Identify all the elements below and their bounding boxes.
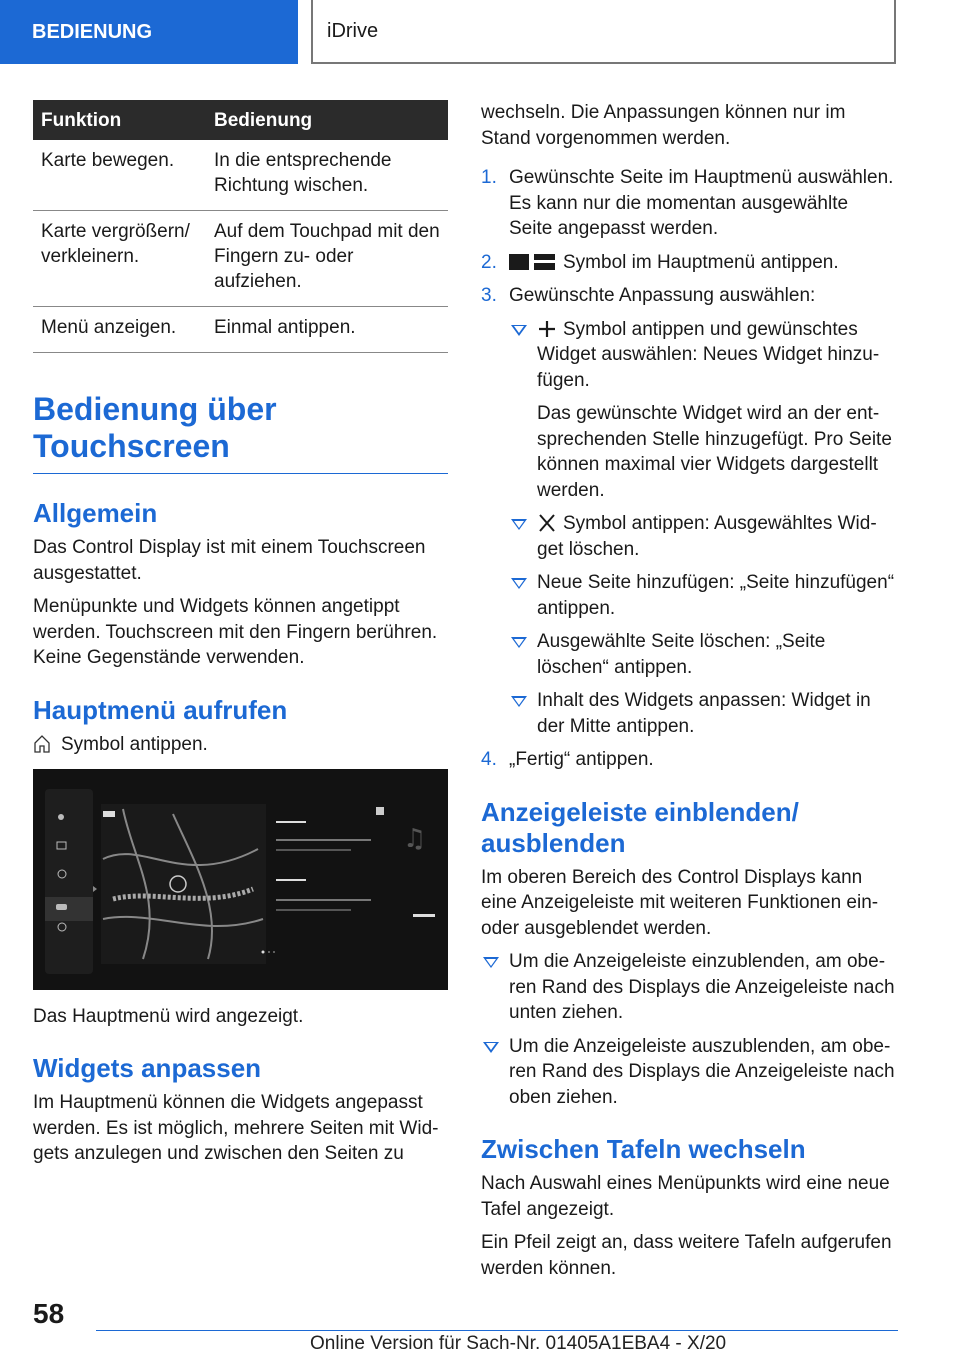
list-item: Um die Anzeigeleiste einzublenden, am oberen Rand des Displays die Anzeigeleiste nach unten ziehen. bbox=[481, 949, 896, 1026]
section-tab bbox=[0, 0, 298, 64]
function-table bbox=[33, 100, 448, 353]
table-cell: In die entsprechende Richtung wischen. bbox=[206, 140, 448, 211]
section-label: BEDIENUNG bbox=[32, 20, 153, 43]
list-item: Ausgewählte Seite löschen: „Seite löschen“ antippen. bbox=[509, 629, 896, 680]
left-column bbox=[33, 100, 448, 1175]
subheading-allgemein: Allgemein bbox=[33, 498, 158, 528]
svg-text:♫: ♫ bbox=[403, 823, 427, 854]
car-icon bbox=[56, 904, 67, 910]
paragraph: Im oberen Bereich des Control Displays kann eine Anzeigeleiste mit weiteren Funktionen einoder ausgeblendet werden. bbox=[481, 866, 879, 939]
step-number: 4. bbox=[481, 749, 497, 770]
anzeige-bullets bbox=[481, 949, 896, 1110]
home-icon bbox=[33, 734, 51, 754]
section-heading: Bedienung über Touchscreen bbox=[33, 391, 448, 474]
substep-note: Das gewünschte Widget wird an der entsprechenden Stelle hinzugefügt. Pro Seite können maximal vier Widgets dargestellt werden. bbox=[537, 403, 892, 501]
paragraph: wechseln. Die Anpassungen können nur im Stand vorgenommen werden. bbox=[481, 102, 846, 149]
paragraph: Ein Pfeil zeigt an, dass weitere Tafeln aufgerufen werden können. bbox=[481, 1232, 892, 1279]
chapter-header bbox=[311, 0, 896, 64]
step-text: Gewünschte Anpassung auswählen: bbox=[509, 285, 816, 306]
substeps-list bbox=[509, 317, 896, 740]
subheading-anzeigeleiste: Anzeigeleiste einblenden/ ausblenden bbox=[481, 796, 799, 858]
paragraph: Menüpunkte und Widgets können angetippt werden. Touchscreen mit den Fingern berühren. Keine Gegenstände verwenden. bbox=[33, 596, 438, 668]
plus-icon bbox=[537, 320, 557, 338]
table-cell: Karte vergrößern/ verkleinern. bbox=[33, 211, 206, 307]
step-number: 2. bbox=[481, 251, 497, 273]
list-item bbox=[481, 747, 896, 773]
table-cell: Einmal antippen. bbox=[206, 307, 448, 353]
paragraph: Nach Auswahl eines Menüpunkts wird eine neue Tafel angezeigt. bbox=[481, 1173, 890, 1220]
close-x-icon bbox=[537, 514, 557, 532]
page-number: 58 bbox=[33, 1298, 65, 1329]
widget-layout-icon bbox=[509, 253, 557, 271]
table-header-bedienung: Bedienung bbox=[206, 100, 448, 140]
table-row bbox=[33, 140, 448, 211]
screenshot-caption: Das Hauptmenü wird angezeigt. bbox=[33, 1005, 304, 1027]
list-item bbox=[481, 165, 896, 242]
list-item: Um die Anzeigeleiste auszublenden, am oberen Rand des Displays die Anzeigeleiste nach oben ziehen. bbox=[481, 1034, 896, 1111]
list-item: Neue Seite hinzufügen: „Seite hinzufügen“ antippen. bbox=[509, 570, 896, 621]
steps-list bbox=[481, 165, 896, 773]
step-text: Symbol im Hauptmenü antippen. bbox=[563, 251, 839, 273]
table-row bbox=[33, 307, 448, 353]
list-item bbox=[509, 317, 896, 504]
step-text: „Fertig“ antippen. bbox=[509, 749, 654, 770]
list-item bbox=[481, 250, 896, 276]
footer-divider bbox=[96, 1330, 898, 1331]
music-icon bbox=[58, 814, 64, 820]
table-cell: Karte bewegen. bbox=[33, 140, 206, 211]
table-header-funktion: Funktion bbox=[33, 100, 206, 140]
subheading-widgets: Widgets anpassen bbox=[33, 1053, 262, 1083]
table-row bbox=[33, 211, 448, 307]
paragraph: Das Control Display ist mit einem Touchscreen ausgestattet. bbox=[33, 537, 426, 584]
list-item bbox=[509, 511, 896, 562]
substep-text: Symbol antippen: Ausgewähltes Widget löschen. bbox=[537, 513, 877, 560]
step-number: 3. bbox=[481, 285, 497, 306]
list-item bbox=[481, 283, 896, 739]
right-column bbox=[481, 100, 896, 1289]
table-cell: Menü anzeigen. bbox=[33, 307, 206, 353]
main-menu-screenshot bbox=[33, 769, 448, 990]
footer-text: Online Version für Sach-Nr. 01405A1EBA4 - X/20 bbox=[310, 1333, 727, 1354]
substep-text: Symbol antippen und gewünschtes Widget auswählen: Neues Widget hinzufügen. bbox=[537, 318, 880, 391]
home-instruction bbox=[33, 732, 448, 757]
home-instruction-text: Symbol antippen. bbox=[61, 733, 208, 755]
chapter-label: iDrive bbox=[327, 19, 379, 42]
table-cell: Auf dem Touchpad mit den Fingern zu- oder aufziehen. bbox=[206, 211, 448, 307]
table-header-row bbox=[33, 100, 448, 140]
step-text: Gewünschte Seite im Hauptmenü auswählen. Es kann nur die momentan ausgewählte Seite angepasst werden. bbox=[509, 167, 894, 239]
subheading-hauptmenu: Hauptmenü aufrufen bbox=[33, 694, 288, 725]
step-number: 1. bbox=[481, 167, 497, 188]
list-item: Inhalt des Widgets anpassen: Widget in der Mitte antippen. bbox=[509, 688, 896, 739]
subheading-tafeln: Zwischen Tafeln wechseln bbox=[481, 1134, 806, 1164]
paragraph: Im Hauptmenü können die Widgets angepasst werden. Es ist möglich, mehrere Seiten mit Widgets anzulegen und zwischen den Seiten zu bbox=[33, 1092, 439, 1164]
